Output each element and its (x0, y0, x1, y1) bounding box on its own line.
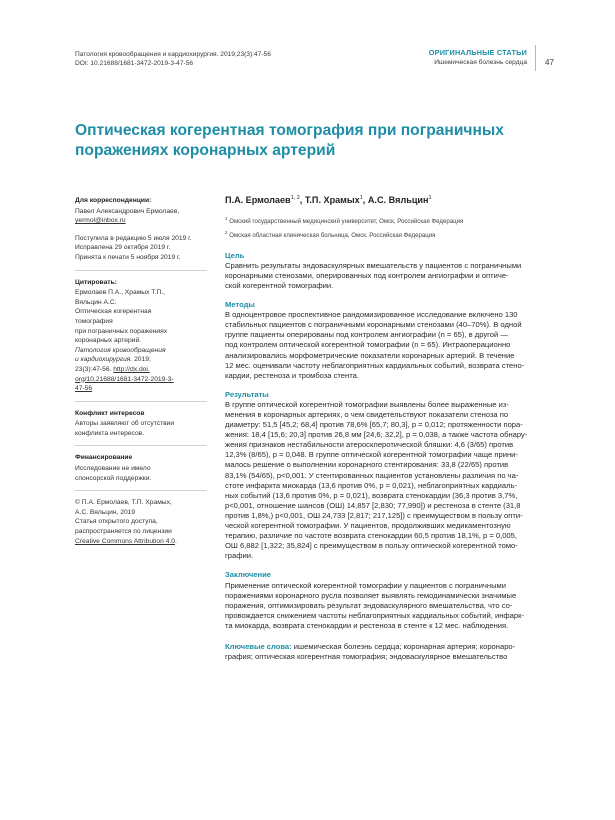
section-label: ОРИГИНАЛЬНЫЕ СТАТЬИ (428, 48, 527, 57)
text-line: под контролем оптической когерентной томографии (n = 65). Интраоперационно (225, 340, 511, 350)
conflict-text: конфликта интересов. (75, 429, 145, 437)
section-text (225, 261, 557, 291)
section-text (225, 310, 557, 381)
funding-block (75, 453, 207, 491)
citation-journal: и кардиохирургия. (75, 356, 133, 364)
text-line: терапию, различие по частоте возврата стенокардии 60,5 против 18,1%, p = 0,005, (225, 531, 517, 541)
correspondence-name: Павел Александрович Ермолаев, (75, 207, 180, 215)
text-line: стоте инфаркта миокарда (13,6 против 0%, p = 0,021), неблагоприятных кардиаль- (225, 480, 518, 490)
author-affil-sup: 1, 2 (290, 195, 300, 201)
keywords-text: графия; оптическая когерентная томография; эндоваскулярное вмешательство (225, 652, 508, 662)
citation-ref: 23(3):47-56. (75, 365, 114, 373)
author-name: П.А. Ермолаев (225, 195, 291, 206)
affiliation-line (225, 227, 557, 241)
citation-doi-link[interactable]: 47-56 (75, 385, 93, 393)
citation-journal: Патология кровообращения (75, 346, 166, 354)
running-header (75, 50, 405, 69)
author-name: Т.П. Храмых (304, 195, 360, 206)
license-period: . (175, 537, 177, 545)
text-line: коронарными стенозами, оперированных под контролем ангиографии и оптиче- (225, 270, 509, 280)
correspondence-block (75, 196, 207, 271)
text-line: малось решение о выполнении коронарного стентирования: 33,8 (22/65) против (225, 460, 509, 470)
text-line: менения в коронарных артериях, о чем свидетельствуют показатели стеноза по (225, 410, 509, 419)
license-text: распространяется по лицензии (75, 528, 172, 536)
funding-heading: Финансирование (75, 454, 133, 462)
text-line: диаметру: 51,5 [45,2; 68,4] против 78,6% [65,7; 80,3], p = 0,012; протяженности пора- (225, 420, 523, 430)
text-line: 83,1% (54/65), p<0,001. У стентированных пациентов установлены различия по ча- (225, 470, 519, 480)
citation-doi-link[interactable]: org/10.21688/1681-3472-2019-3- (75, 375, 174, 383)
affiliation-sup: 2 (225, 230, 228, 236)
subsection-label: Ишемическая болезнь сердца (434, 59, 527, 66)
text-line: поражениями коронарного русла позволяет выявлять гемодинамически значимые (225, 590, 517, 600)
affiliation-text: Омская областная клиническая больница, Омск, Российская Федерация (229, 232, 436, 240)
date-accepted: Принята к печати 5 ноября 2019 г. (75, 253, 181, 261)
keywords-heading: Ключевые слова: (225, 641, 292, 651)
text-line: против 1,8%,) p<0,001, ОШ 24,733 [2,817; 217,125]) с преимуществом в пользу опти- (225, 510, 523, 520)
text-line: жения: 18,4 [15,6; 20,3] против 26,8 мм [24,6; 32,2], p = 0,038, а также частота обнару- (225, 430, 528, 440)
conflict-text: Авторы заявляют об отсутствии (75, 420, 175, 428)
text-line: кардии, рестеноза и тромбоза стента. (225, 370, 359, 380)
section-heading: Цель (225, 250, 245, 260)
author-affil-sup: 1 (359, 195, 363, 201)
section-aim (225, 251, 557, 291)
section-methods (225, 300, 557, 381)
text-line: 12 мес. оценивали частоту неблагоприятных кардиальных событий, возврата стено- (225, 360, 525, 370)
doi-line: DOI: 10.21688/1681-3472-2019-3-47-56 (75, 60, 194, 68)
correspondence-email-link[interactable]: yermol@inbox.ru (75, 217, 126, 225)
text-line: ческой когерентной томографии. У пациентов, продолживших медикаментозную (225, 521, 511, 531)
text-line: группе пациенты оперированы под контролем ангиографии (n = 65), в другой — (225, 330, 508, 340)
affiliation-line (225, 213, 557, 227)
journal-citation-line: Патология кровообращения и кардиохирургия. 2019;23(3):47-56 (75, 51, 271, 58)
text-line: анализировались морфометрические показатели коронарных артерий. В течение (225, 350, 515, 360)
text-line: жения признаков нестабильности атеросклеротической бляшки: 4,6 (3/65) против (225, 440, 514, 450)
license-text: Статья открытого доступа, (75, 518, 158, 526)
license-link[interactable]: Creative Commons Attribution 4.0 (75, 537, 175, 545)
author-separator: , (299, 195, 305, 206)
citation-block (75, 278, 207, 402)
section-heading: Методы (225, 300, 255, 310)
conflict-block (75, 409, 207, 447)
text-line: Сравнить результаты эндоваскулярных вмешательств у пациентов с пограничными (225, 260, 522, 270)
citation-doi-link[interactable]: http://dx.doi. (113, 365, 150, 373)
text-line: провождается снижением частоты неблагоприятных кардиальных событий, инфарк- (225, 610, 524, 620)
section-text (225, 581, 557, 631)
author-separator: , (362, 195, 368, 206)
author-name: А.С. Вяльцин (367, 195, 429, 206)
citation-year: 2019; (132, 356, 151, 364)
text-line: В одноцентровое проспективное рандомизированное исследование включено 130 (225, 310, 518, 320)
page-number: 47 (545, 58, 554, 67)
section-heading: Результаты (225, 389, 269, 399)
funding-text: Исследование не имело (75, 465, 151, 473)
author-affil-sup: 1 (428, 195, 432, 201)
section-header (429, 48, 527, 67)
conflict-heading: Конфликт интересов (75, 409, 145, 417)
license-block (75, 498, 207, 553)
date-received: Поступила в редакцию 5 июля 2019 г. (75, 234, 192, 242)
author-list (225, 192, 557, 206)
citation-line: Вяльцин А.С. (75, 298, 117, 306)
citation-line: томография (75, 317, 113, 325)
affiliation-sup: 1 (225, 216, 228, 222)
text-line: В группе оптической когерентной томографии выявлены более выраженные из- (225, 399, 509, 409)
date-revised: Исправлена 29 октября 2019 г. (75, 244, 171, 252)
citation-line: Ермолаев П.А., Храмых Т.П., (75, 289, 166, 297)
article-title: Оптическая когерентная томография при пограничных поражениях коронарных артерий (75, 122, 504, 159)
citation-line: Оптическая когерентная (75, 308, 152, 316)
citation-heading: Цитировать: (75, 278, 117, 286)
text-line: ОШ 6,882 [1,322; 35,824] с преимуществом в пользу оптической когерентной томо- (225, 541, 518, 551)
section-heading: Заключение (225, 570, 272, 580)
text-line: графии. (225, 551, 254, 561)
text-line: та миокарда, возврата стенокардии и рестеноза в стенте к 12 мес. наблюдения. (225, 620, 509, 630)
keywords (225, 642, 557, 662)
text-line: p<0,001, отношение шансов (ОШ) 14,857 [2,830; 77,990]) и рестеноза в стенте (31,8 (225, 500, 521, 510)
citation-line: при пограничных поражениях (75, 327, 168, 335)
funding-text: спонсорской поддержки. (75, 474, 152, 482)
affiliation-text: Омский государственный медицинский университет, Омск, Российская Федерация (229, 218, 464, 226)
section-text (225, 400, 557, 562)
keywords-text: ишемическая болезнь сердца; коронарная артерия; коронаро- (291, 641, 516, 651)
citation-line: коронарных артерий. (75, 337, 142, 345)
text-line: ской когерентной томографии. (225, 280, 334, 290)
section-results (225, 390, 557, 562)
abstract-column (225, 192, 557, 662)
sidebar (75, 196, 207, 560)
correspondence-heading: Для корреспонденции: (75, 197, 152, 204)
text-line: Применение оптической когерентной томографии у пациентов с пограничными (225, 580, 507, 590)
license-text: © П.А. Ермолаев, Т.П. Храмых, (75, 499, 172, 507)
header-divider (535, 45, 536, 71)
text-line: стабильных пациентов с пограничными коронарными стенозами (40–70%). В одной (225, 320, 522, 330)
affiliations (225, 213, 557, 242)
text-line: ных событий (13,6 против 0%, p = 0,021), возврата стенокардии (36,3 против 3,7%, (225, 490, 518, 500)
license-text: А.С. Вяльцин, 2019 (75, 508, 136, 516)
text-line: 12,3% (8/65), p = 0,048. В группе оптической когерентной томографии чаще прини- (225, 450, 518, 460)
section-conclusion (225, 570, 557, 631)
text-line: поражения, оптимизировать результат эндоваскулярного вмешательства, что со- (225, 600, 513, 610)
